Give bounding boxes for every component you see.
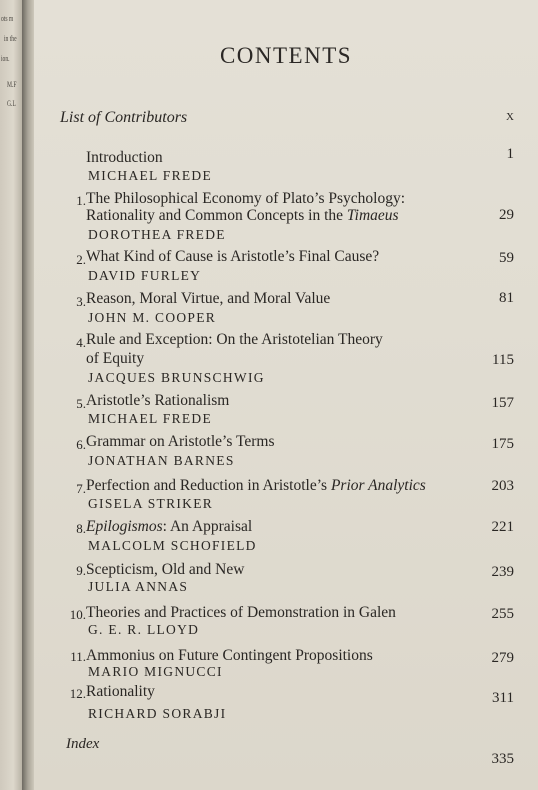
entry-page: 279	[491, 650, 514, 666]
entry-author: MARIO MIGNUCCI	[88, 664, 223, 679]
chapter-number: 10.	[69, 607, 86, 622]
entry-title: Perfection and Reduction in Aristotle’s Prior Analytics	[86, 477, 426, 494]
entry-author: MALCOLM SCHOFIELD	[88, 538, 257, 553]
entry-title: Ammonius on Future Contingent Propositions	[86, 647, 373, 664]
entry-title: The Philosophical Economy of Plato’s Psychology:	[86, 190, 406, 207]
entry-title: What Kind of Cause is Aristotle’s Final Cause?	[86, 248, 380, 265]
entry-author: JULIA ANNAS	[88, 579, 189, 594]
book-gutter	[22, 0, 34, 790]
entry-title: Scepticism, Old and New	[86, 561, 245, 578]
entry-title: Epilogismos: An Appraisal	[86, 518, 253, 535]
chapter-number: 4.	[76, 335, 86, 350]
entry-title: Introduction	[86, 149, 163, 166]
entry-author: JACQUES BRUNSCHWIG	[88, 370, 265, 385]
chapter-number: 5.	[76, 396, 86, 411]
chapter-number: 7.	[76, 481, 86, 496]
entry-title: Aristotle’s Rationalism	[86, 392, 230, 409]
chapter-number: 2.	[76, 252, 86, 267]
chapter-number: 1.	[76, 193, 86, 208]
entry-page: 81	[499, 290, 514, 306]
front-matter-label: List of Contributors	[60, 109, 188, 126]
entry-page: 175	[491, 436, 514, 452]
front-matter-page: x	[506, 108, 514, 124]
entry-author: MICHAEL FREDE	[88, 168, 213, 183]
entry-title-cont: Rationality and Common Concepts in the Timaeus	[86, 207, 399, 224]
entry-page: 157	[491, 395, 514, 411]
entry-page: 29	[499, 207, 514, 223]
entry-title: Theories and Practices of Demonstration in Galen	[86, 604, 396, 621]
chapter-number: 9.	[76, 563, 86, 578]
edge-text-fragment: ots m	[1, 14, 14, 23]
entry-page: 311	[492, 690, 514, 706]
chapter-number: 11.	[70, 649, 86, 664]
entry-author: DOROTHEA FREDE	[88, 227, 226, 242]
chapter-number: 8.	[76, 521, 86, 536]
entry-author: GISELA STRIKER	[88, 496, 214, 511]
page-title: CONTENTS	[219, 43, 353, 68]
entry-page: 115	[492, 352, 514, 368]
chapter-number: 6.	[76, 437, 86, 452]
entry-author: RICHARD SORABJI	[88, 706, 227, 721]
entry-page: 255	[491, 606, 514, 622]
edge-text-fragment: in the	[4, 34, 17, 43]
contents-page	[34, 0, 538, 790]
entry-title: Rule and Exception: On the Aristotelian Theory	[86, 331, 383, 348]
edge-text-fragment: G.L	[7, 99, 16, 108]
entry-page: 239	[491, 564, 514, 580]
entry-title-cont: of Equity	[86, 350, 145, 367]
entry-author: JOHN M. COOPER	[88, 310, 217, 325]
entry-page: 59	[499, 250, 514, 266]
entry-author: MICHAEL FREDE	[88, 411, 213, 426]
entry-title: Reason, Moral Virtue, and Moral Value	[86, 290, 331, 307]
back-matter-label: Index	[66, 736, 100, 752]
entry-author: DAVID FURLEY	[88, 268, 202, 283]
entry-page: 1	[506, 146, 514, 162]
entry-title: Grammar on Aristotle’s Terms	[86, 433, 275, 450]
previous-page-edge	[0, 0, 22, 790]
chapter-number: 12.	[69, 686, 86, 701]
edge-text-fragment: M.F	[7, 80, 17, 89]
entry-author: JONATHAN BARNES	[88, 453, 235, 468]
back-matter-page: 335	[491, 751, 514, 767]
entry-page: 221	[491, 519, 514, 535]
entry-page: 203	[491, 478, 514, 494]
entry-title: Rationality	[86, 683, 155, 700]
edge-text-fragment: ion.	[1, 54, 10, 63]
entry-author: G. E. R. LLOYD	[88, 622, 200, 637]
chapter-number: 3.	[76, 294, 86, 309]
